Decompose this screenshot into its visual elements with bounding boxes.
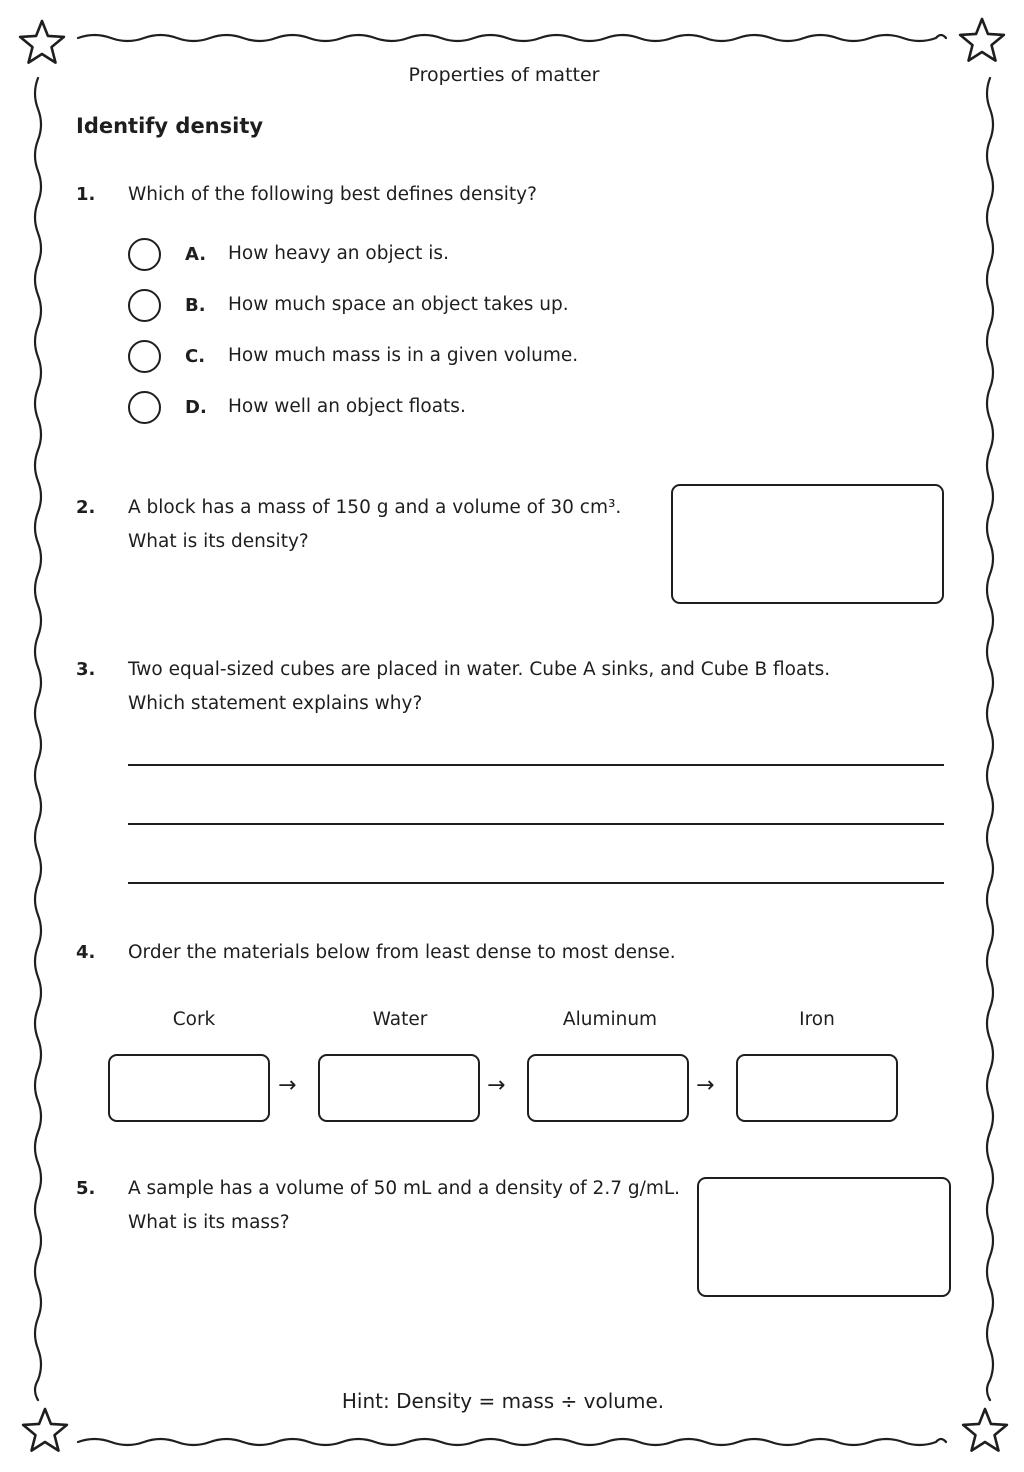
border-top-wave <box>78 35 946 41</box>
star-icon <box>23 1409 67 1451</box>
option-b-radio[interactable] <box>128 289 161 322</box>
option-d-radio[interactable] <box>128 391 161 424</box>
star-icon <box>960 19 1004 61</box>
option-text: How much mass is in a given volume. <box>228 345 579 366</box>
arrow-right-icon: → <box>696 1073 715 1098</box>
question-text: A sample has a volume of 50 mL and a density of 2.7 g/mL. <box>128 1178 681 1199</box>
page-title: Properties of matter <box>408 64 600 86</box>
section-title: Identify density <box>76 114 264 138</box>
option-letter: B. <box>185 295 206 316</box>
border-right-wave <box>987 78 993 1400</box>
question-text: What is its mass? <box>128 1212 290 1233</box>
arrow-right-icon: → <box>278 1073 297 1098</box>
question-number: 5. <box>76 1178 96 1199</box>
star-icon <box>963 1409 1007 1451</box>
hint-text: Hint: Density = mass ÷ volume. <box>341 1389 665 1413</box>
question-text: Two equal-sized cubes are placed in water. Cube A sinks, and Cube B floats. <box>128 659 831 680</box>
question-text: A block has a mass of 150 g and a volume of 30 cm³. <box>128 497 622 518</box>
option-text: How much space an object takes up. <box>228 294 569 315</box>
order-box-2[interactable] <box>318 1054 480 1122</box>
answer-line[interactable] <box>128 882 944 884</box>
order-box-4[interactable] <box>736 1054 898 1122</box>
border-bottom-wave <box>78 1439 946 1445</box>
material-label-water: Water <box>372 1009 428 1030</box>
question-number: 1. <box>76 184 96 205</box>
border-left-wave <box>35 78 41 1400</box>
question-number: 3. <box>76 659 96 680</box>
answer-box[interactable] <box>697 1177 951 1297</box>
question-number: 4. <box>76 942 96 963</box>
question-text: Which of the following best defines density? <box>128 184 537 205</box>
arrow-right-icon: → <box>487 1073 506 1098</box>
option-text: How heavy an object is. <box>228 243 449 264</box>
star-icon <box>20 21 64 63</box>
option-text: How well an object floats. <box>228 396 466 417</box>
material-label-cork: Cork <box>172 1009 216 1030</box>
option-letter: C. <box>185 346 206 367</box>
option-c-radio[interactable] <box>128 340 161 373</box>
option-letter: A. <box>185 244 207 265</box>
order-box-1[interactable] <box>108 1054 270 1122</box>
option-a-radio[interactable] <box>128 238 161 271</box>
answer-box[interactable] <box>671 484 944 604</box>
question-text: Order the materials below from least dense to most dense. <box>128 942 676 963</box>
answer-line[interactable] <box>128 823 944 825</box>
question-text: What is its density? <box>128 531 309 552</box>
option-letter: D. <box>185 397 207 418</box>
order-box-3[interactable] <box>527 1054 689 1122</box>
material-label-aluminum: Aluminum <box>562 1009 658 1030</box>
material-label-iron: Iron <box>799 1009 835 1030</box>
question-text: Which statement explains why? <box>128 693 423 714</box>
answer-line[interactable] <box>128 764 944 766</box>
question-number: 2. <box>76 497 96 518</box>
